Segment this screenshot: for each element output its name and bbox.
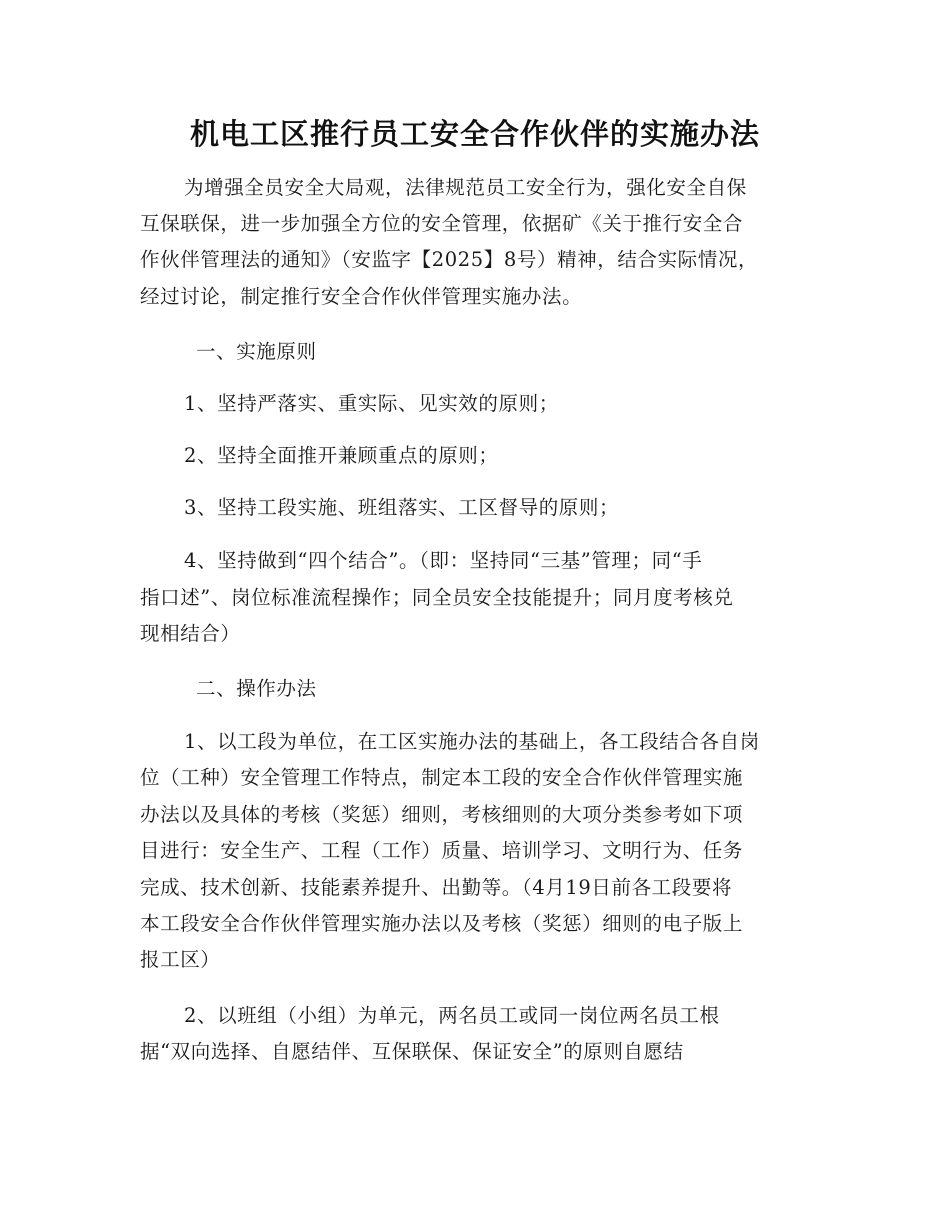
method-item-line: 办法以及具体的考核（奖惩）细则，考核细则的大项分类参考如下项 <box>140 803 744 826</box>
document-title: 机电工区推行员工安全合作伙伴的实施办法 <box>189 117 760 151</box>
section-heading-methods: 二、操作办法 <box>196 677 317 700</box>
principle-item: 1、坚持严落实、重实际、见实效的原则； <box>184 392 559 415</box>
method-item-line: 完成、技术创新、技能素养提升、出勤等。（4月19日前各工段要将 <box>140 876 733 899</box>
method-item-line: 目进行：安全生产、工程（工作）质量、培训学习、文明行为、任务 <box>140 839 744 862</box>
method-item-line: 本工段安全合作伙伴管理实施办法以及考核（奖惩）细则的电子版上 <box>140 912 744 935</box>
principle-item: 2、坚持全面推开兼顾重点的原则； <box>184 444 499 467</box>
intro-line: 作伙伴管理法的通知》（安监字【2025】8号）精神，结合实际情况， <box>140 248 759 271</box>
intro-line: 互保联保，进一步加强全方位的安全管理，依据矿《关于推行安全合 <box>140 212 744 235</box>
principle-item-line: 4、坚持做到“四个结合”。（即：坚持同“三基”管理；同“手 <box>184 549 703 572</box>
intro-line: 为增强全员安全大局观，法律规范员工安全行为，强化安全自保 <box>184 176 747 199</box>
principle-item-line: 指口述”、岗位标准流程操作；同全员安全技能提升；同月度考核兑 <box>140 586 734 609</box>
method-item-line: 位（工种）安全管理工作特点，制定本工段的安全合作伙伴管理实施 <box>140 766 744 789</box>
method-item-line: 据“双向选择、自愿结伴、互保联保、保证安全”的原则自愿结 <box>140 1040 684 1063</box>
principle-item: 3、坚持工段实施、班组落实、工区督导的原则； <box>184 496 620 519</box>
principle-item-line: 现相结合） <box>140 622 241 645</box>
method-item-line: 2、以班组（小组）为单元，两名员工或同一岗位两名员工根 <box>184 1004 720 1027</box>
section-heading-principles: 一、实施原则 <box>196 340 317 363</box>
method-item-line: 报工区） <box>140 948 221 971</box>
intro-line: 经过讨论，制定推行安全合作伙伴管理实施办法。 <box>140 285 583 308</box>
method-item-line: 1、以工段为单位，在工区实施办法的基础上，各工段结合各自岗 <box>184 730 760 753</box>
